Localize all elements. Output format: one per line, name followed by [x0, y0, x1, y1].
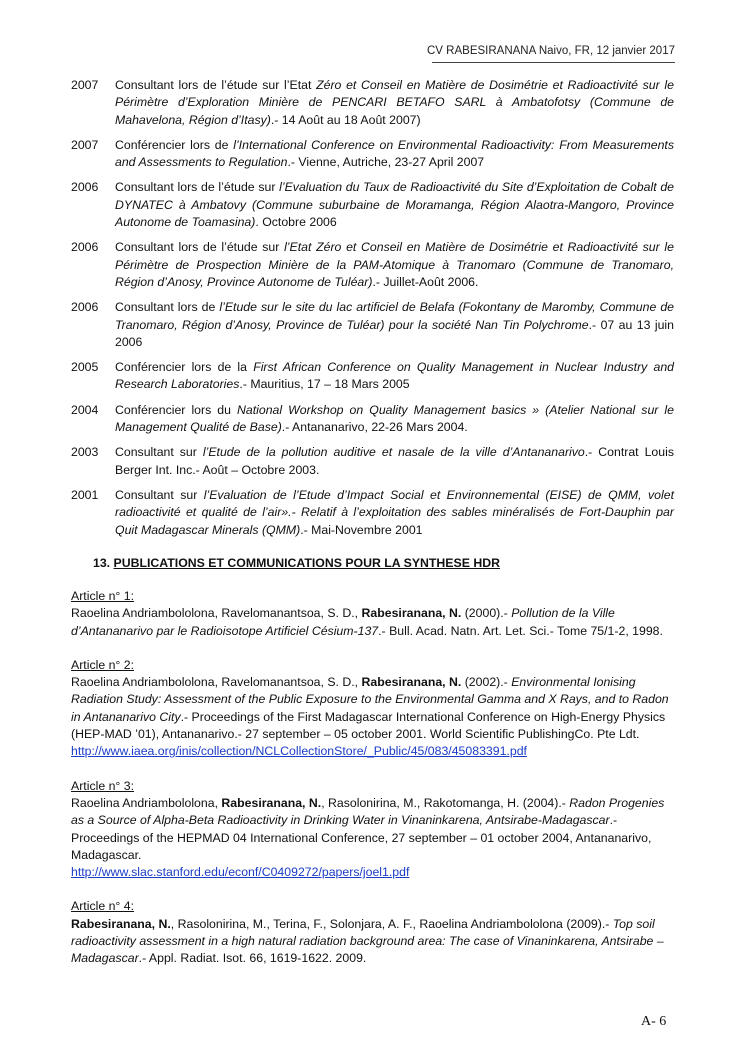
entry-row [71, 77, 674, 129]
article-author-highlight: Rabesiranana, N. [71, 916, 171, 931]
entry-text-italic: l’Etude de la pollution auditive et nasale de la ville d’Antananarivo [202, 445, 585, 460]
entry-text-plain: Consultant sur [115, 487, 204, 502]
entry-text-italic: l’International Conference on Environmental Radioactivity: From Measurements and Assessments to Regulation [115, 137, 674, 170]
entry-year: 2006 [71, 300, 99, 315]
entry-row [71, 402, 674, 437]
article-item [71, 898, 674, 967]
article-title: Top soil radioactivity assessment in a high natural radiation background area: The case of Vinaninkarena, Antsirabe – Madagascar [71, 916, 664, 966]
entry-text-italic: l’Etat Zéro et Conseil en Matière de Dosimétrie et Radioactivité sur le Périmètre de Prospection Minière de la PAM-Atomique à Tranomaro (Commune de Tranomaro, Région d’Anosy, Province Autonome de Tuléar) [115, 240, 674, 289]
article-authors-rest: , Rasolonirina, M., Rakotomanga, H. (2004).- [321, 795, 570, 810]
article-authors-rest: (2002).- [461, 675, 512, 690]
entry-text-plain: Conférencier lors du [115, 402, 238, 417]
entry-text [115, 77, 674, 129]
article-author-highlight: Rabesiranana, N. [361, 675, 462, 690]
entry-row [71, 359, 674, 394]
article-citation [71, 606, 663, 637]
article-authors: Raoelina Andriambololona, Ravelomanantsoa, S. D., [71, 606, 362, 621]
article-source: .- Appl. Radiat. Isot. 66, 1619-1622. 2009. [138, 951, 367, 966]
entry-text-italic: First African Conference on Quality Management in Nuclear Industry and Research Laboratories [115, 360, 675, 392]
entry-text-italic: Zéro et Conseil en Matière de Dosimétrie et Radioactivité sur le Périmètre d’Exploration Minière de PENCARI BETAFO SARL à Ambatofotsy (Commune de Mahavelona, Région d’Itasy) [115, 78, 674, 127]
entry-text-tail: . Octobre 2006 [255, 215, 337, 230]
entry-row [71, 299, 674, 351]
entry-year: 2001 [71, 487, 99, 502]
section-title [93, 556, 500, 570]
entry-row [71, 239, 674, 291]
article-label: Article n° 4: [71, 899, 135, 914]
entry-text-italic: l’Evaluation de l’Etude d’Impact Social et Environnemental (EISE) de QMM, volet radioactivité et qualité de l’air».- Relatif à l’exploitation des sables minéralisés de Fort-Dauphin par Quit Madagascar Minerals (QMM) [115, 487, 674, 537]
entry-text-tail: .- Contrat Louis Berger Int. Inc.- Août – Octobre 2003. [115, 445, 674, 477]
entry-text-plain: Consultant lors de l’étude sur [115, 240, 285, 255]
section-title-text: PUBLICATIONS ET COMMUNICATIONS POUR LA SYNTHESE HDR [113, 556, 500, 570]
experience-list [71, 77, 674, 547]
entry-text-tail: .- 14 Août au 18 Août 2007) [270, 112, 421, 127]
entry-text-plain: Consultant lors de l’étude sur l’Etat [115, 78, 317, 92]
article-item [71, 778, 674, 882]
entry-text [115, 444, 674, 479]
entry-row [71, 444, 674, 479]
entry-text-plain: Consultant lors de [115, 300, 220, 315]
entry-text-tail: .- Vienne, Autriche, 23-27 April 2007 [287, 155, 485, 170]
entry-text-tail: .- Mai-Novembre 2001 [300, 522, 423, 537]
entry-year: 2007 [71, 78, 99, 92]
entry-text [115, 487, 674, 539]
article-citation [71, 796, 664, 862]
publications-list [71, 588, 674, 985]
article-item [71, 657, 674, 761]
article-title: Pollution de la Ville d’Antananarivo par le Radioisotope Artificiel Césium-137 [71, 606, 615, 638]
article-source: .- Bull. Acad. Natn. Art. Let. Sci.- Tome 75/1-2, 1998. [378, 623, 663, 638]
article-link[interactable]: http://www.iaea.org/inis/collection/NCLCollectionStore/_Public/45/083/45083391.pdf [71, 744, 527, 759]
article-author-highlight: Rabesiranana, N. [221, 795, 322, 810]
entry-text-tail: .- Antananarivo, 22-26 Mars 2004. [281, 420, 468, 435]
article-citation [71, 675, 669, 741]
entry-text-italic: l’Etude sur le site du lac artificiel de Belafa (Fokontany de Maromby, Commune de Tranomaro, Région d’Anosy, Province de Tuléar) pour la société Nan Tin Polychrome [115, 300, 675, 332]
article-authors: Raoelina Andriambololona, Ravelomanantsoa, S. D., [71, 675, 362, 690]
article-authors-rest: , Rasolonirina, M., Terina, F., Solonjara, A. F., Raoelina Andriambololona (2009).- [170, 916, 613, 931]
entry-text-plain: Consultant sur [115, 445, 203, 460]
article-link[interactable]: http://www.slac.stanford.edu/econf/C0409272/papers/joel1.pdf [71, 865, 410, 880]
entry-text-plain: Conférencier lors de [115, 137, 234, 152]
entry-year: 2004 [71, 402, 99, 417]
article-source: .- Proceedings of the HEPMAD 04 International Conference, 27 september – 01 october 2004, Antananarivo, Madagascar. [71, 813, 652, 862]
page-number: A- 6 [641, 1014, 667, 1029]
entry-row [71, 487, 674, 539]
entry-text [115, 239, 674, 291]
entry-year: 2005 [71, 360, 99, 375]
entry-text-tail: .- Juillet-Août 2006. [372, 274, 479, 289]
article-item [71, 588, 674, 640]
entry-text-italic: National Workshop on Quality Management basics » (Atelier National sur le Management Qualité de Base) [115, 402, 674, 435]
article-label: Article n° 3: [71, 778, 135, 793]
entry-text-plain: Consultant lors de l’étude sur [115, 180, 280, 195]
entry-text-tail: .- 07 au 13 juin 2006 [115, 317, 675, 349]
entry-row [71, 179, 674, 231]
article-authors: Raoelina Andriambololona, [71, 795, 222, 810]
page-header: CV RABESIRANANA Naivo, FR, 12 janvier 2017 [427, 45, 675, 57]
article-label: Article n° 1: [71, 589, 135, 603]
entry-text [115, 359, 674, 394]
article-citation [71, 917, 664, 966]
entry-text-tail: .- Mauritius, 17 – 18 Mars 2005 [239, 377, 410, 392]
header-rule [432, 62, 675, 63]
entry-text-italic: l’Evaluation du Taux de Radioactivité du Site d’Exploitation de Cobalt de DYNATEC à Ambatovy (Commune suburbaine de Moramanga, Région Alaotra-Mangoro, Province Autonome de Toamasina) [115, 180, 674, 230]
article-source: .- Proceedings of the First Madagascar International Conference on High-Energy Physics (HEP-MAD ’01), Antananarivo.- 27 september – 05 october 2001. World Scientific PublishingCo. Pte Ldt. [71, 709, 666, 742]
entry-year: 2007 [71, 137, 99, 152]
entry-year: 2006 [71, 180, 99, 195]
entry-text [115, 299, 674, 351]
section-number: 13. [93, 556, 111, 570]
entry-year: 2003 [71, 445, 99, 460]
entry-row [71, 137, 674, 172]
article-authors-rest: (2000).- [461, 606, 512, 621]
entry-text [115, 402, 674, 437]
article-title: Radon Progenies as a Source of Alpha-Beta Radioactivity in Drinking Water in Vinaninkarena, Antsirabe-Madagascar [71, 795, 665, 828]
article-author-highlight: Rabesiranana, N. [361, 606, 462, 621]
entry-text [115, 137, 674, 172]
entry-text-plain: Conférencier lors de la [115, 360, 254, 375]
entry-year: 2006 [71, 240, 99, 255]
entry-text [115, 179, 674, 231]
article-label: Article n° 2: [71, 657, 135, 672]
article-title: Environmental Ionising Radiation Study: Assessment of the Public Exposure to the Environmental Gamma and X Rays, and to Radon in Antananarivo City [71, 675, 669, 724]
